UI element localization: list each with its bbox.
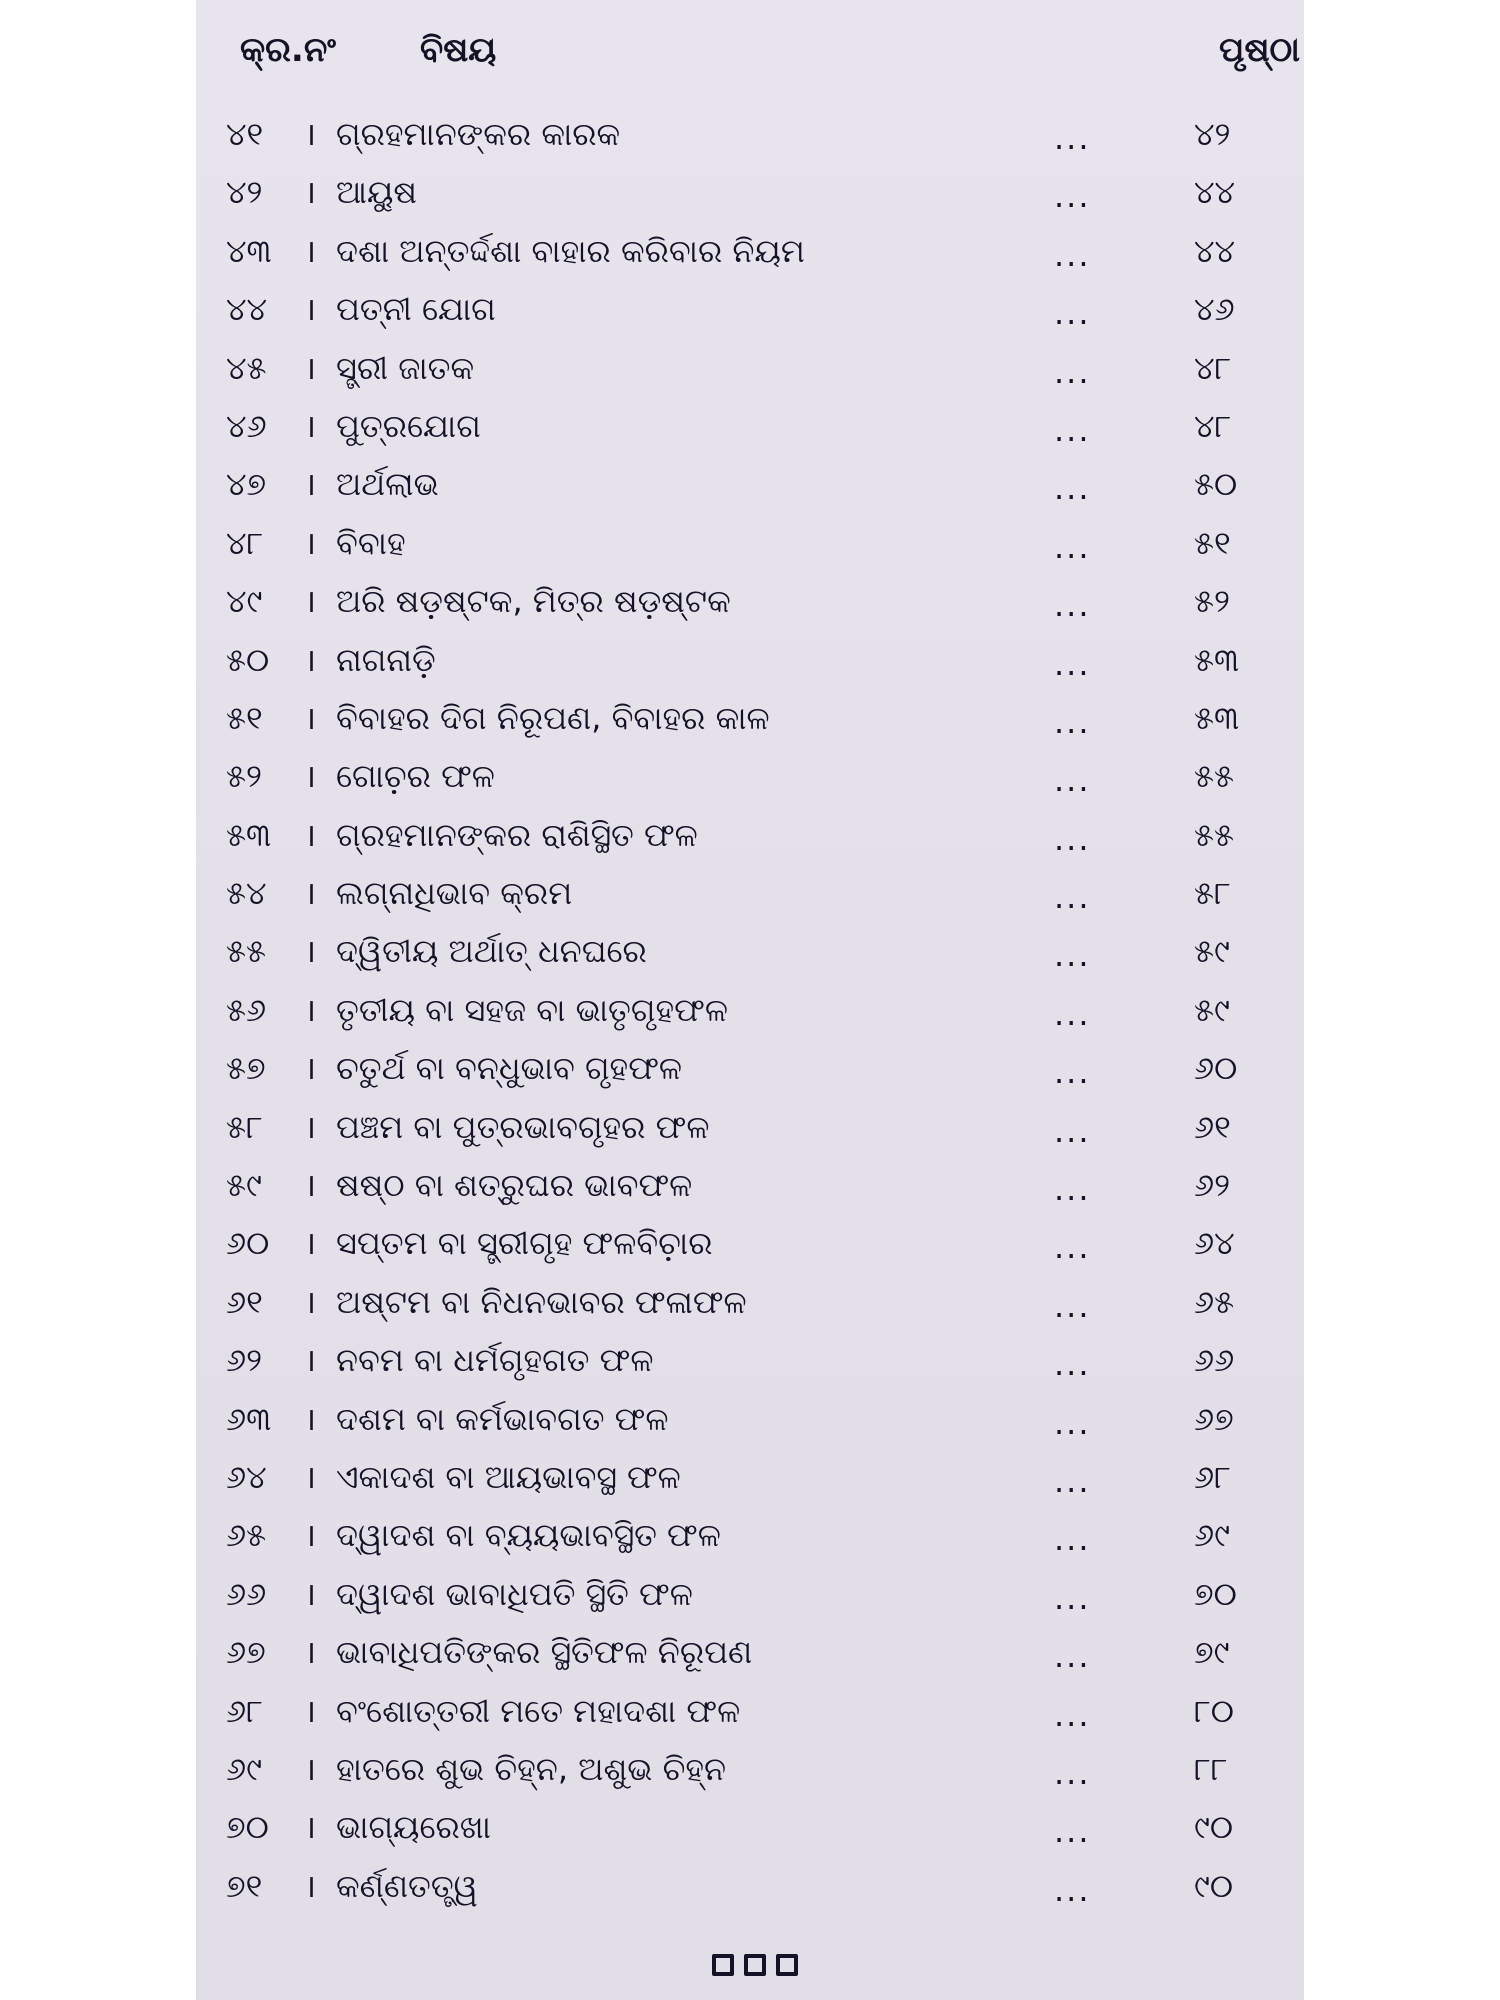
toc-entry (196, 1807, 1304, 1865)
entry-danda: । (304, 698, 317, 737)
toc-entry (196, 1399, 1304, 1457)
entry-danda: । (304, 815, 317, 854)
toc-entry (196, 1340, 1304, 1398)
entry-danda: । (304, 465, 317, 504)
serial-number-heading: କ୍ର.ନଂ (240, 30, 336, 70)
entry-danda: । (304, 1224, 317, 1263)
entry-page-number: ୯୦ (1194, 1808, 1234, 1847)
entry-page-number: ୬୪ (1194, 1224, 1235, 1263)
entry-danda: । (304, 348, 317, 387)
entry-title: ଅଷ୍ଟମ ବା ନିଧନଭାବର ଫଳାଫଳ (336, 1282, 747, 1321)
entry-danda: । (304, 1574, 317, 1613)
entry-serial-number: ୬୨ (226, 1341, 263, 1380)
entry-dot-leader: ... (1054, 1637, 1091, 1676)
entry-serial-number: ୪୩ (226, 231, 272, 270)
entry-title: ଅର୍ଥଲାଭ (336, 465, 439, 504)
entry-serial-number: ୫୬ (226, 990, 267, 1029)
entry-dot-leader: ... (1054, 235, 1091, 274)
table-of-contents (196, 114, 1304, 1924)
entry-title: ଚତୁର୍ଥ ବା ବନ୍ଧୁଭାବ ଗୃହଫଳ (336, 1049, 683, 1088)
entry-dot-leader: ... (1054, 702, 1091, 741)
entry-page-number: ୫୧ (1194, 523, 1231, 562)
entry-dot-leader: ... (1054, 1053, 1091, 1092)
entry-dot-leader: ... (1054, 1520, 1091, 1559)
entry-page-number: ୫୯ (1194, 990, 1230, 1029)
entry-danda: । (304, 1049, 317, 1088)
toc-entry (196, 231, 1304, 289)
entry-page-number: ୬୬ (1194, 1341, 1235, 1380)
entry-serial-number: ୬୪ (226, 1457, 267, 1496)
entry-page-number: ୪୪ (1194, 173, 1236, 212)
entry-page-number: ୪୮ (1194, 406, 1232, 445)
entry-serial-number: ୬୬ (226, 1574, 267, 1613)
toc-entry (196, 873, 1304, 931)
toc-entry (196, 698, 1304, 756)
entry-danda: । (304, 115, 317, 153)
entry-page-number: ୫୮ (1194, 874, 1231, 913)
entry-page-number: ୬୫ (1194, 1282, 1235, 1321)
entry-serial-number: ୬୦ (226, 1224, 270, 1263)
toc-entry (196, 406, 1304, 464)
entry-page-number: ୮୮ (1194, 1749, 1228, 1788)
entry-title: ଦଶମ ବା କର୍ମଭାବଗତ ଫଳ (336, 1399, 669, 1438)
entry-page-number: ୬୧ (1194, 1107, 1231, 1146)
toc-entry (196, 1048, 1304, 1106)
entry-dot-leader: ... (1054, 1578, 1091, 1617)
entry-serial-number: ୪୯ (226, 582, 263, 621)
entry-page-number: ୬୦ (1194, 1049, 1238, 1088)
entry-danda: । (304, 173, 317, 212)
entry-danda: । (304, 1457, 317, 1496)
entry-page-number: ୭୯ (1194, 1633, 1230, 1672)
entry-danda: । (304, 1691, 317, 1730)
entry-title: କର୍ଣ୍ଣତତ୍ତ୍ୱ (336, 1866, 478, 1905)
entry-danda: । (304, 1399, 317, 1438)
entry-dot-leader: ... (1054, 761, 1091, 800)
toc-entry (196, 1457, 1304, 1515)
entry-serial-number: ୬୩ (226, 1399, 272, 1438)
entry-page-number: ୫୫ (1194, 815, 1234, 854)
toc-entry (196, 756, 1304, 814)
entry-title: ଲଗ୍ନାଧିଭାବ କ୍ରମ (336, 874, 573, 913)
entry-serial-number: ୪୨ (226, 173, 263, 212)
toc-entry (196, 114, 1304, 172)
entry-serial-number: ୬୯ (226, 1749, 263, 1788)
toc-entry (196, 1515, 1304, 1573)
end-of-contents-marks (712, 1954, 798, 1976)
toc-entry (196, 1749, 1304, 1807)
entry-danda: । (304, 1341, 317, 1380)
entry-page-number: ୬୨ (1194, 1166, 1231, 1205)
entry-page-number: ୯୦ (1194, 1866, 1234, 1905)
toc-entry (196, 464, 1304, 522)
entry-title: ଆୟୁଷ (336, 173, 417, 212)
entry-title: ନବମ ବା ଧର୍ମଗୃହଗତ ଫଳ (336, 1341, 654, 1380)
entry-serial-number: ୪୬ (226, 406, 267, 445)
entry-title: ଗ୍ରହମାନଙ୍କର ରାଶିସ୍ଥିତ ଫଳ (336, 815, 698, 854)
entry-title: ବଂଶୋତ୍ତରୀ ମତେ ମହାଦଶା ଫଳ (336, 1691, 741, 1730)
entry-dot-leader: ... (1054, 936, 1091, 975)
toc-entry (196, 1223, 1304, 1281)
book-page (196, 0, 1304, 2000)
entry-danda: । (304, 523, 317, 562)
entry-dot-leader: ... (1054, 644, 1091, 683)
entry-page-number: ୪୮ (1194, 348, 1232, 387)
entry-serial-number: ୫୫ (226, 932, 266, 971)
entry-title: ବିବାହର ଦିଗ ନିରୂପଣ, ବିବାହର କାଳ (336, 698, 770, 737)
entry-page-number: ୬୭ (1194, 1399, 1234, 1438)
entry-page-number: ୫୩ (1194, 698, 1240, 737)
entry-dot-leader: ... (1054, 994, 1091, 1033)
entry-title: ଏକାଦଶ ବା ଆୟଭାବସ୍ଥ ଫଳ (336, 1457, 681, 1496)
entry-danda: । (304, 1166, 317, 1205)
entry-serial-number: ୫୮ (226, 1107, 263, 1146)
entry-title: ଦ୍ୱାଦଶ ଭାବାଧିପତି ସ୍ଥିତି ଫଳ (336, 1574, 693, 1613)
entry-dot-leader: ... (1054, 1870, 1091, 1909)
entry-serial-number: ୭୦ (226, 1808, 269, 1847)
entry-title: ବିବାହ (336, 523, 406, 562)
toc-entry (196, 990, 1304, 1048)
entry-dot-leader: ... (1054, 410, 1091, 449)
entry-page-number: ୪୪ (1194, 231, 1236, 270)
entry-serial-number: ୭୧ (226, 1866, 263, 1905)
entry-page-number: ୫୨ (1194, 582, 1230, 621)
toc-entry (196, 640, 1304, 698)
entry-title: ପଞ୍ଚମ ବା ପୁତ୍ରଭାବଗୃହର ଫଳ (336, 1107, 710, 1146)
entry-serial-number: ୬୫ (226, 1516, 267, 1555)
entry-title: ଗ୍ରହମାନଙ୍କର କାରକ (336, 115, 621, 153)
entry-title: ଭାବାଧିପତିଙ୍କର ସ୍ଥିତିଫଳ ନିରୂପଣ (336, 1633, 753, 1672)
entry-danda: । (304, 231, 317, 270)
toc-entry (196, 1632, 1304, 1690)
page-number-heading: ପୃଷ୍ଠା (1219, 30, 1300, 70)
entry-danda: । (304, 874, 317, 913)
entry-title: ସପ୍ତମ ବା ସ୍ତ୍ରୀଗୃହ ଫଳବିଚ଼ାର (336, 1224, 713, 1263)
entry-serial-number: ୪୪ (226, 290, 268, 329)
entry-serial-number: ୫୧ (226, 698, 263, 737)
entry-page-number: ୫୫ (1194, 757, 1234, 796)
toc-entry (196, 931, 1304, 989)
entry-dot-leader: ... (1054, 1111, 1091, 1150)
entry-page-number: ୪୬ (1194, 290, 1235, 329)
entry-dot-leader: ... (1054, 878, 1091, 917)
entry-serial-number: ୫୯ (226, 1166, 262, 1205)
end-square-icon (776, 1954, 798, 1976)
end-square-icon (744, 1954, 766, 1976)
entry-title: ତୃତୀୟ ବା ସହଜ ବା ଭାତୃଗୃହଫଳ (336, 990, 728, 1029)
entry-page-number: ୮୦ (1194, 1691, 1234, 1730)
toc-entry (196, 815, 1304, 873)
entry-danda: । (304, 1808, 317, 1847)
entry-page-number: ୫୯ (1194, 932, 1230, 971)
entry-page-number: ୫୩ (1194, 640, 1240, 679)
entry-dot-leader: ... (1054, 294, 1091, 333)
entry-danda: । (304, 932, 317, 971)
entry-dot-leader: ... (1054, 119, 1091, 157)
entry-danda: । (304, 1107, 317, 1146)
entry-dot-leader: ... (1054, 1753, 1091, 1792)
entry-danda: । (304, 1866, 317, 1905)
entry-title: ଗୋଚ଼ର ଫଳ (336, 757, 495, 796)
toc-entry (196, 348, 1304, 406)
end-square-icon (712, 1954, 734, 1976)
entry-title: ସ୍ତ୍ରୀ ଜାତକ (336, 348, 475, 387)
entry-serial-number: ୫୩ (226, 815, 272, 854)
entry-serial-number: ୫୪ (226, 874, 267, 913)
entry-title: ପତ୍ନୀ ଯୋଗ (336, 290, 496, 329)
entry-dot-leader: ... (1054, 586, 1091, 625)
toc-entry (196, 289, 1304, 347)
entry-dot-leader: ... (1054, 527, 1091, 566)
toc-entry (196, 1691, 1304, 1749)
toc-entry (196, 523, 1304, 581)
toc-entry (196, 1282, 1304, 1340)
entry-title: ହାତରେ ଶୁଭ ଚିହ୍ନ, ଅଶୁଭ ଚିହ୍ନ (336, 1749, 727, 1788)
entry-serial-number: ୬୧ (226, 1282, 263, 1321)
entry-dot-leader: ... (1054, 1228, 1091, 1267)
entry-danda: । (304, 990, 317, 1029)
toc-header (196, 30, 1304, 80)
entry-serial-number: ୪୫ (226, 348, 267, 387)
entry-serial-number: ୬୭ (226, 1633, 266, 1672)
entry-danda: । (304, 1633, 317, 1672)
entry-serial-number: ୫୭ (226, 1049, 266, 1088)
entry-serial-number: ୪୧ (226, 115, 264, 153)
entry-danda: । (304, 1516, 317, 1555)
entry-dot-leader: ... (1054, 1170, 1091, 1209)
entry-danda: । (304, 406, 317, 445)
entry-dot-leader: ... (1054, 1345, 1091, 1384)
entry-dot-leader: ... (1054, 819, 1091, 858)
entry-dot-leader: ... (1054, 1695, 1091, 1734)
entry-title: ଦଶା ଅନ୍ତର୍ଦ୍ଦଶା ବାହାର କରିବାର ନିୟମ (336, 231, 805, 270)
toc-entry (196, 172, 1304, 230)
entry-serial-number: ୫୨ (226, 757, 262, 796)
entry-danda: । (304, 1749, 317, 1788)
entry-title: ଷଷ୍ଠ ବା ଶତ୍ରୁଘର ଭାବଫଳ (336, 1166, 693, 1205)
entry-serial-number: ୪୮ (226, 523, 264, 562)
toc-entry (196, 581, 1304, 639)
toc-entry (196, 1107, 1304, 1165)
entry-page-number: ୪୨ (1194, 115, 1231, 153)
entry-serial-number: ୬୮ (226, 1691, 263, 1730)
toc-entry (196, 1866, 1304, 1924)
entry-page-number: ୫୦ (1194, 465, 1238, 504)
entry-title: ନାଗନାଡ଼ି (336, 640, 436, 679)
entry-title: ଦ୍ୱିତୀୟ ଅର୍ଥାତ୍ ଧନଘରେ (336, 932, 647, 971)
toc-entry (196, 1165, 1304, 1223)
entry-dot-leader: ... (1054, 352, 1091, 391)
entry-title: ଅରି ଷଡ଼ଷ୍ଟକ, ମିତ୍ର ଷଡ଼ଷ୍ଟକ (336, 582, 731, 621)
entry-page-number: ୬୯ (1194, 1516, 1231, 1555)
entry-serial-number: ୫୦ (226, 640, 270, 679)
entry-danda: । (304, 290, 317, 329)
entry-danda: । (304, 757, 317, 796)
entry-dot-leader: ... (1054, 469, 1091, 508)
entry-dot-leader: ... (1054, 1812, 1091, 1851)
entry-dot-leader: ... (1054, 1403, 1091, 1442)
entry-title: ଭାଗ୍ୟରେଖା (336, 1808, 491, 1847)
entry-danda: । (304, 1282, 317, 1321)
toc-entry (196, 1574, 1304, 1632)
subject-heading: ବିଷୟ (420, 30, 497, 70)
entry-page-number: ୭୦ (1194, 1574, 1237, 1613)
entry-dot-leader: ... (1054, 177, 1091, 216)
entry-dot-leader: ... (1054, 1461, 1091, 1500)
entry-serial-number: ୪୭ (226, 465, 267, 504)
entry-dot-leader: ... (1054, 1286, 1091, 1325)
entry-page-number: ୬୮ (1194, 1457, 1231, 1496)
entry-title: ପୁତ୍ରଯୋଗ (336, 406, 481, 445)
entry-title: ଦ୍ୱାଦଶ ବା ବ୍ୟୟଭାବସ୍ଥିତ ଫଳ (336, 1516, 721, 1555)
entry-danda: । (304, 640, 317, 679)
entry-danda: । (304, 582, 317, 621)
